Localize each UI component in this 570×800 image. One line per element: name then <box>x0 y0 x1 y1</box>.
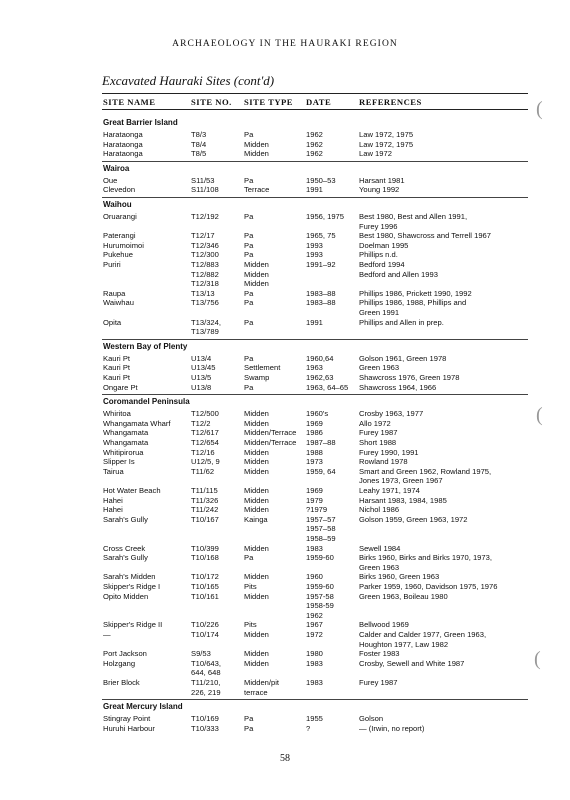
section-rule <box>102 699 528 700</box>
site-type: Pa <box>244 353 254 363</box>
references: — (Irwin, no report) <box>359 723 425 733</box>
site-name: Hahei <box>103 505 123 515</box>
site-name: Oruarangi <box>103 212 137 221</box>
date: 1972 <box>306 630 323 639</box>
site-type: Pa <box>244 317 254 327</box>
site-name: Raupa <box>103 288 126 298</box>
date: 1983 <box>306 678 323 687</box>
site-no: T10/399 <box>191 543 219 553</box>
references: Phillips 1986, 1988, Phillips and <box>359 298 467 308</box>
site-no: T13/789 <box>191 327 219 337</box>
table-row <box>0 289 570 299</box>
references: Crosby, Sewell and White 1987 <box>359 658 465 668</box>
site-no: T12/2 <box>191 418 211 428</box>
table-row <box>0 260 570 289</box>
table-row <box>0 241 570 251</box>
date: 1957-58 <box>306 591 334 601</box>
table-row <box>0 409 570 419</box>
table-row <box>0 592 570 621</box>
table-row <box>0 553 570 572</box>
site-type: Terrace <box>244 185 270 195</box>
date: 1962 <box>306 610 323 620</box>
site-no: T12/192 <box>191 212 219 221</box>
references: Birks 1960, Birks and Birks 1970, 1973, <box>359 553 492 563</box>
site-no: U12/5, 9 <box>191 457 220 467</box>
date: 1955 <box>306 714 323 724</box>
table-row <box>0 678 570 697</box>
header-bottom-rule <box>102 109 528 110</box>
references: Leahy 1971, 1974 <box>359 486 420 495</box>
site-no: T13/756 <box>191 298 219 308</box>
references: Phillips 1986, Prickett 1990, 1992 <box>359 288 472 298</box>
margin-mark: ( <box>536 404 543 426</box>
site-type: Pits <box>244 582 257 591</box>
site-type: Pa <box>244 250 254 260</box>
site-no: T8/4 <box>191 139 207 149</box>
date: 1958-59 <box>306 601 334 611</box>
references: Sewell 1984 <box>359 543 401 553</box>
site-type: Pa <box>244 714 254 724</box>
date: ? <box>306 723 311 733</box>
references: Golson 1959, Green 1963, 1972 <box>359 514 468 524</box>
site-type: Midden <box>244 418 269 428</box>
references: Nichol 1986 <box>359 505 400 515</box>
site-type: Midden <box>244 149 269 159</box>
references: Parker 1959, 1960, Davidson 1975, 1976 <box>359 582 498 591</box>
site-name: Whangamata Wharf <box>103 418 171 428</box>
section-rule <box>102 394 528 395</box>
references: Smart and Green 1962, Rowland 1975, <box>359 466 492 476</box>
site-name: Brier Block <box>103 678 140 687</box>
section-header <box>0 118 570 129</box>
references: Phillips and Allen in prep. <box>359 317 444 327</box>
table-row <box>0 467 570 486</box>
site-name: Port Jackson <box>103 649 147 659</box>
table-row <box>0 714 570 724</box>
date: 1960 <box>306 572 323 582</box>
running-head: ARCHAEOLOGY IN THE HAURAKI REGION <box>172 39 398 49</box>
references: Young 1992 <box>359 185 400 195</box>
site-no: T11/115 <box>191 486 218 495</box>
site-name: Harataonga <box>103 139 143 149</box>
section-name: Waihou <box>103 200 132 209</box>
section-header <box>0 164 570 175</box>
date: 1962,63 <box>306 373 334 382</box>
date: 1991 <box>306 185 323 195</box>
table-row <box>0 250 570 260</box>
site-type: Midden/Terrace <box>244 438 297 447</box>
site-type: Midden <box>244 649 269 659</box>
references: Law 1972, 1975 <box>359 139 414 149</box>
site-name: — <box>103 630 111 639</box>
site-no: S11/53 <box>191 175 215 185</box>
site-no: T10/643, <box>191 658 221 668</box>
site-type: Pa <box>244 231 254 241</box>
date: 1960's <box>306 409 329 419</box>
site-no: T10/161 <box>191 591 219 601</box>
site-type: Midden <box>244 139 269 149</box>
page-title: Excavated Hauraki Sites (cont'd) <box>102 73 275 88</box>
site-type: Pa <box>244 382 254 392</box>
references: Rowland 1978 <box>359 457 408 467</box>
site-type: Midden <box>244 457 269 467</box>
site-name: Stingray Point <box>103 714 151 724</box>
site-type: Swamp <box>244 373 270 382</box>
date: 1988 <box>306 447 323 457</box>
site-no: T12/617 <box>191 428 219 438</box>
site-name: Huruhi Harbour <box>103 723 155 733</box>
date: 1957–58 <box>306 524 336 534</box>
site-no: S11/108 <box>191 185 219 195</box>
table-row <box>0 438 570 448</box>
site-type: Midden <box>244 543 269 553</box>
references: Crosby 1963, 1977 <box>359 409 424 419</box>
date: 1969 <box>306 486 323 495</box>
references: Golson <box>359 714 384 724</box>
margin-mark: ( <box>534 648 541 670</box>
date: 1959-60 <box>306 582 334 591</box>
site-no: S9/53 <box>191 649 211 659</box>
site-no: T12/346 <box>191 240 219 250</box>
site-no: T10/226 <box>191 620 219 630</box>
date: 1979 <box>306 495 323 505</box>
site-name: Holzgang <box>103 658 136 668</box>
site-type: Midden <box>244 486 269 495</box>
references: Green 1991 <box>359 307 400 317</box>
site-no: T12/883 <box>191 260 219 269</box>
section-header <box>0 702 570 713</box>
site-name: Puriri <box>103 260 121 269</box>
table-row <box>0 176 570 186</box>
date: 1991–92 <box>306 260 336 269</box>
date: 1960,64 <box>306 353 334 363</box>
site-no: T12/17 <box>191 231 215 241</box>
references: Green 1963, Boileau 1980 <box>359 591 448 601</box>
date: 1983 <box>306 658 323 668</box>
header-top-rule <box>102 93 528 94</box>
references: Golson 1961, Green 1978 <box>359 353 447 363</box>
site-type: Midden <box>244 466 269 476</box>
references: Jones 1973, Green 1967 <box>359 476 443 486</box>
table-row <box>0 457 570 467</box>
table-row <box>0 630 570 649</box>
date: 1983–88 <box>306 288 336 298</box>
site-name: Oue <box>103 175 118 185</box>
site-no: T12/500 <box>191 409 219 419</box>
section-name: Western Bay of Plenty <box>103 341 188 351</box>
section-name: Great Barrier Island <box>103 118 178 127</box>
date: 1993 <box>306 250 323 260</box>
site-type: Midden <box>244 269 269 279</box>
references: Short 1988 <box>359 438 397 447</box>
date: 1959, 64 <box>306 466 336 476</box>
site-type: Pa <box>244 553 254 563</box>
references: Furey 1987 <box>359 678 398 687</box>
site-no: T13/13 <box>191 288 215 298</box>
table-row <box>0 448 570 458</box>
table-row <box>0 185 570 195</box>
references: Harsant 1983, 1984, 1985 <box>359 495 447 505</box>
site-no: U13/4 <box>191 353 212 363</box>
date: ?1979 <box>306 505 328 515</box>
site-type: Midden/pit <box>244 678 280 687</box>
site-name: Skipper's Ridge I <box>103 582 161 591</box>
site-no: U13/45 <box>191 363 216 373</box>
table-row <box>0 428 570 438</box>
date: 1963, 64–65 <box>306 382 349 392</box>
table-row <box>0 659 570 678</box>
references: Bedford 1994 <box>359 260 405 269</box>
site-type: Kainga <box>244 514 268 524</box>
site-name: Sarah's Midden <box>103 572 156 582</box>
site-type: Pa <box>244 298 254 308</box>
references: Furey 1990, 1991 <box>359 447 419 457</box>
site-no: T10/169 <box>191 714 219 724</box>
table-row <box>0 140 570 150</box>
table-row <box>0 298 570 317</box>
site-name: Hurumoimoi <box>103 240 144 250</box>
date: 1962 <box>306 139 323 149</box>
site-no: T10/165 <box>191 582 219 591</box>
site-name: Whangamata <box>103 438 149 447</box>
header-references: REFERENCES <box>359 97 422 107</box>
references: Shawcross 1976, Green 1978 <box>359 373 460 382</box>
site-name: Slipper Is <box>103 457 135 467</box>
site-type: Midden <box>244 505 269 515</box>
site-name: Harataonga <box>103 130 143 139</box>
margin-mark: ( <box>536 98 543 120</box>
site-type: Pa <box>244 175 254 185</box>
section-header <box>0 200 570 211</box>
site-no: U13/8 <box>191 382 212 392</box>
table-row <box>0 354 570 364</box>
section-name: Wairoa <box>103 163 130 173</box>
table-row <box>0 486 570 496</box>
table-row <box>0 419 570 429</box>
date: 1959-60 <box>306 553 334 563</box>
section-rule <box>102 197 528 198</box>
site-name: Sarah's Gully <box>103 514 148 524</box>
date: 1956, 1975 <box>306 212 345 221</box>
references: Calder and Calder 1977, Green 1963, <box>359 630 487 639</box>
site-type: Pa <box>244 288 254 298</box>
site-no: U13/5 <box>191 373 212 382</box>
references: Furey 1996 <box>359 221 398 231</box>
site-name: Sarah's Gully <box>103 553 148 563</box>
date: 1957–57 <box>306 514 336 524</box>
header-site-no: SITE NO. <box>191 97 232 107</box>
site-type: Pa <box>244 723 254 733</box>
site-no: T11/62 <box>191 466 215 476</box>
table-row <box>0 544 570 554</box>
site-name: Kauri Pt <box>103 353 131 363</box>
site-name: Pukehue <box>103 250 133 260</box>
site-no: T8/5 <box>191 149 207 159</box>
references: Best 1980, Best and Allen 1991, <box>359 212 468 221</box>
site-type: Midden <box>244 447 269 457</box>
site-no: T13/324, <box>191 317 221 327</box>
table-row <box>0 649 570 659</box>
date: 1987–88 <box>306 438 336 447</box>
site-no: T10/172 <box>191 572 219 582</box>
table-row <box>0 149 570 159</box>
site-no: T12/318 <box>191 279 219 289</box>
date: 1983–88 <box>306 298 336 308</box>
header-site-type: SITE TYPE <box>244 97 294 107</box>
table-row <box>0 724 570 734</box>
site-no: T11/210, <box>191 678 221 687</box>
site-name: Tairua <box>103 466 124 476</box>
date: 1986 <box>306 428 323 438</box>
site-name: Kauri Pt <box>103 363 131 373</box>
section-header <box>0 397 570 408</box>
references: Green 1963 <box>359 562 400 572</box>
header-date: DATE <box>306 97 332 107</box>
site-no: T12/882 <box>191 269 219 279</box>
site-no: T11/242 <box>191 505 219 515</box>
site-name: Kauri Pt <box>103 373 131 382</box>
page-number: 58 <box>280 753 290 764</box>
date: 1993 <box>306 240 323 250</box>
table-row <box>0 363 570 373</box>
site-no: T10/168 <box>191 553 219 563</box>
date: 1973 <box>306 457 323 467</box>
references: Birks 1960, Green 1963 <box>359 572 440 582</box>
section-rule <box>102 339 528 340</box>
site-no: T10/174 <box>191 630 219 639</box>
site-type: Midden <box>244 572 269 582</box>
table-row <box>0 373 570 383</box>
date: 1983 <box>306 543 323 553</box>
site-name: Hahei <box>103 495 123 505</box>
section-header <box>0 342 570 353</box>
site-name: Hot Water Beach <box>103 486 161 495</box>
site-no: T8/3 <box>191 130 207 139</box>
table-row <box>0 383 570 393</box>
site-type: terrace <box>244 687 268 697</box>
site-name: Clevedon <box>103 185 136 195</box>
references: Phillips n.d. <box>359 250 398 260</box>
site-name: Whiritoa <box>103 409 131 419</box>
site-type: Midden/Terrace <box>244 428 297 438</box>
site-type: Midden <box>244 658 269 668</box>
site-name: Opito Midden <box>103 591 149 601</box>
date: 1980 <box>306 649 323 659</box>
site-name: Opita <box>103 317 122 327</box>
site-name: Cross Creek <box>103 543 146 553</box>
references: Best 1980, Shawcross and Terrell 1967 <box>359 231 491 241</box>
table-row <box>0 212 570 231</box>
date: 1962 <box>306 130 323 139</box>
references: Houghton 1977, Law 1982 <box>359 639 449 649</box>
date: 1950–53 <box>306 175 336 185</box>
site-type: Settlement <box>244 363 281 373</box>
site-type: Pits <box>244 620 257 630</box>
references: Foster 1983 <box>359 649 400 659</box>
date: 1958–59 <box>306 533 336 543</box>
site-type: Midden <box>244 260 269 269</box>
site-name: Whitipirorua <box>103 447 144 457</box>
references: Bedford and Allen 1993 <box>359 269 438 279</box>
site-type: Midden <box>244 409 269 419</box>
references: Law 1972, 1975 <box>359 130 414 139</box>
table-row <box>0 231 570 241</box>
site-type: Midden <box>244 591 269 601</box>
table-row <box>0 572 570 582</box>
references: Bellwood 1969 <box>359 620 409 630</box>
references: Furey 1987 <box>359 428 398 438</box>
header-site-name: SITE NAME <box>103 97 156 107</box>
site-type: Midden <box>244 630 269 639</box>
references: Law 1972 <box>359 149 392 159</box>
table-row <box>0 318 570 337</box>
references: Doelman 1995 <box>359 240 409 250</box>
section-name: Coromandel Peninsula <box>103 397 190 407</box>
site-no: T12/300 <box>191 250 219 260</box>
table-row <box>0 620 570 630</box>
table-row <box>0 496 570 506</box>
references: Shawcross 1964, 1966 <box>359 382 437 392</box>
table-row <box>0 130 570 140</box>
date: 1962 <box>306 149 323 159</box>
section-rule <box>102 161 528 162</box>
site-no: 644, 648 <box>191 668 221 678</box>
date: 1969 <box>306 418 323 428</box>
site-name: Whangamata <box>103 428 149 438</box>
site-name: Ongare Pt <box>103 382 138 392</box>
table-row <box>0 505 570 515</box>
section-name: Great Mercury Island <box>103 702 183 712</box>
site-name: Skipper's Ridge II <box>103 620 163 630</box>
site-no: T12/16 <box>191 447 215 457</box>
site-type: Pa <box>244 240 254 250</box>
table-row <box>0 515 570 544</box>
site-name: Waiwhau <box>103 298 134 308</box>
site-no: 226, 219 <box>191 687 221 697</box>
references: Green 1963 <box>359 363 400 373</box>
date: 1991 <box>306 317 323 327</box>
table-row <box>0 582 570 592</box>
date: 1967 <box>306 620 323 630</box>
site-type: Pa <box>244 212 254 221</box>
site-type: Pa <box>244 130 254 139</box>
site-type: Midden <box>244 495 269 505</box>
site-no: T10/167 <box>191 514 219 524</box>
site-name: Paterangi <box>103 231 136 241</box>
references: Harsant 1981 <box>359 175 405 185</box>
date: 1963 <box>306 363 323 373</box>
site-no: T11/326 <box>191 495 219 505</box>
references: Allo 1972 <box>359 418 391 428</box>
site-no: T12/654 <box>191 438 219 447</box>
site-type: Midden <box>244 279 269 289</box>
date: 1965, 75 <box>306 231 336 241</box>
site-name: Harataonga <box>103 149 143 159</box>
site-no: T10/333 <box>191 723 219 733</box>
